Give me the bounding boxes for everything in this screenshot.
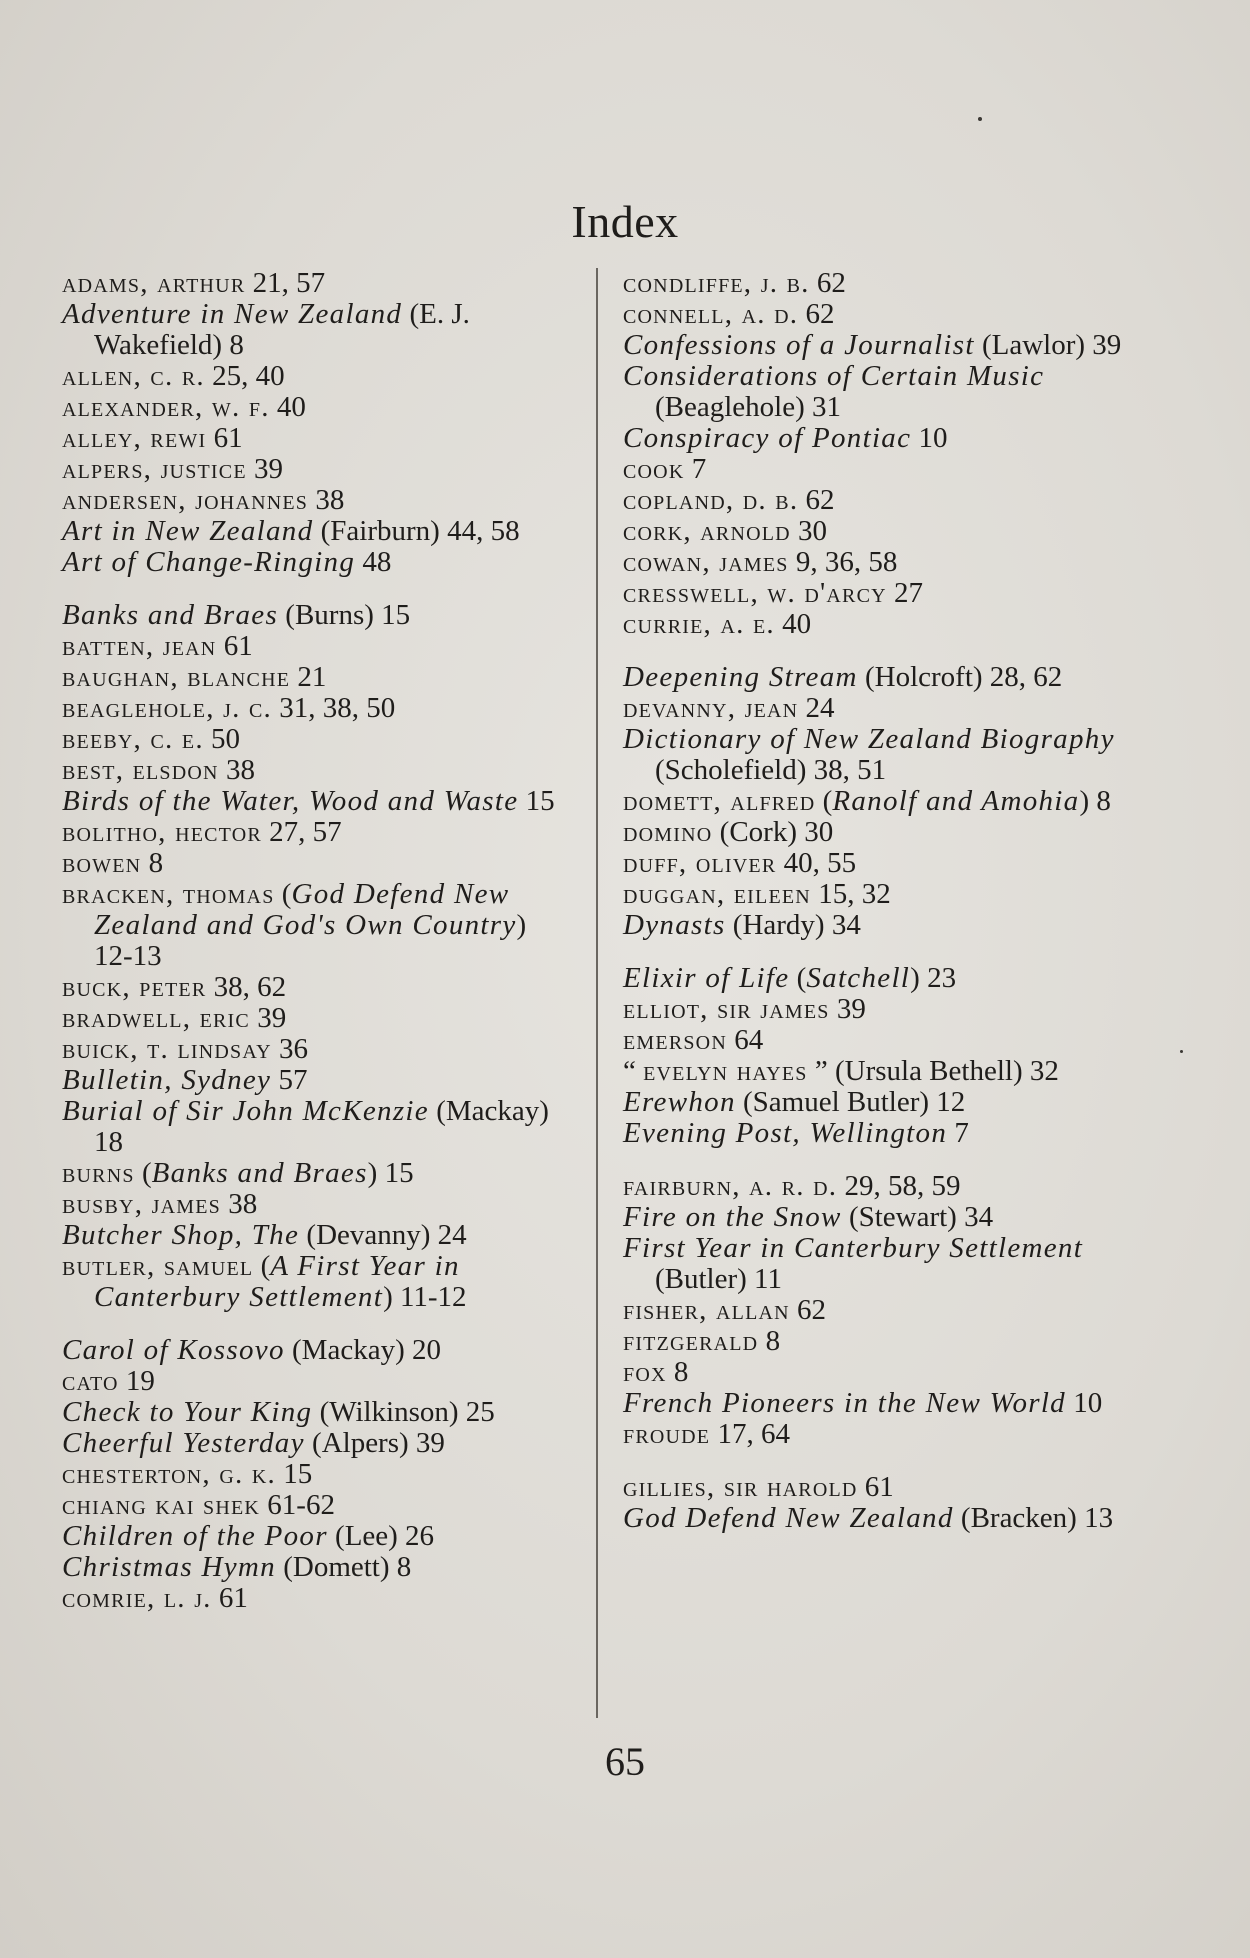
index-entry-text: 29, 58, 59 [837,1170,961,1202]
index-entry [62,299,572,361]
index-entry [623,423,1135,454]
index-entry-name: allen, c. r. [62,360,205,392]
index-entry-text: 61 [857,1471,894,1503]
index-entry [62,1583,572,1614]
index-entry [623,299,1135,330]
index-entry-name: currie, a. e. [623,608,775,640]
index-entry [62,1220,572,1251]
index-entry-text: (Lee) 26 [327,1520,435,1552]
index-entry-name: duff, oliver [623,847,777,879]
index-entry [623,547,1135,578]
index-entry [62,1459,572,1490]
index-entry-title: Children of the Poor [62,1520,328,1552]
index-entry [623,848,1135,879]
index-entry [623,361,1135,423]
index-entry-name: batten, jean [62,630,217,662]
index-entry [623,1503,1135,1534]
index-entry-name: duggan, eileen [623,878,811,910]
index-entry [623,454,1135,485]
index-entry [62,1521,572,1552]
index-entry [62,1189,572,1220]
index-entry [62,1003,572,1034]
index-entry-text: ” (Ursula Bethell) 32 [807,1055,1059,1087]
index-entry [623,578,1135,609]
index-entry-text: 7 [684,453,707,485]
index-entry-text: (Hardy) 34 [725,909,861,941]
index-entry-text: ( [253,1250,271,1282]
index-entry [62,1034,572,1065]
index-entry-name: cresswell, w. d'arcy [623,577,887,609]
index-entry-text: 15, 32 [810,878,891,910]
index-entry-text: 27 [886,577,924,609]
index-entry-title: First Year in Canterbury Settlement [623,1232,1084,1264]
index-entry-text: 62 [789,1294,827,1326]
index-entry-text: (Samuel Butler) 12 [735,1086,966,1118]
index-entry-text: (Mackay) 18 [94,1095,549,1158]
index-entry-text: (E. J. Wakefield) 8 [94,298,470,361]
index-entry-text: 61-62 [260,1489,335,1521]
index-entry [62,392,572,423]
index-entry-text: 9, 36, 58 [788,546,898,578]
index-entry-name: alley, rewi [62,422,207,454]
index-entry-text: 8 [141,847,164,879]
index-entry [62,547,572,578]
paper-speck [1180,1050,1183,1053]
index-entry-text: 48 [355,546,392,578]
index-entry [62,516,572,547]
index-entry-text: (Cork) 30 [712,816,834,848]
index-entry-name: domino [623,816,713,848]
index-entry-title: Dynasts [623,909,726,941]
index-entry-text: ( [815,785,833,817]
index-entry-text: ( [134,1157,152,1189]
index-entry [62,268,572,299]
index-entry-title: Butcher Shop, The [62,1219,300,1251]
index-entry-text: 38 [220,1188,258,1220]
index-entry-title: Check to Your King [62,1396,313,1428]
index-entry [62,879,572,972]
index-entry-title: God Defend New Zealand and God's Own Country [94,878,517,941]
index-entry-text: 62 [798,484,835,516]
index-entry-name: baughan, blanche [62,661,291,693]
index-entry-text: 15 [518,785,555,817]
index-entry-name: bracken, thomas [62,878,275,910]
index-entry-text: (Lawlor) 39 [974,329,1122,361]
page-number: 65 [605,1739,645,1784]
index-entry-name: best, elsdon [62,754,219,786]
index-entry [623,516,1135,547]
index-entry-text: 25, 40 [204,360,285,392]
index-entry-name: bowen [62,847,142,879]
index-entry [62,600,572,631]
index-entry-title: A First Year in Canterbury Settlement [94,1250,460,1313]
index-entry-text: (Holcroft) 28, 62 [857,661,1063,693]
index-entry [623,963,1135,994]
index-entry [62,485,572,516]
index-entry-text: 31, 38, 50 [271,692,396,724]
index-entry-text: 61 [216,630,253,662]
index-entry [623,1118,1135,1149]
index-entry-name: cowan, james [623,546,789,578]
index-entry [623,724,1135,786]
index-entry-title: God Defend New Zealand [623,1502,954,1534]
index-entry-name: bolitho, hector [62,816,262,848]
index-entry-text: 40 [269,391,306,423]
index-entry [62,724,572,755]
index-entry-title: Fire on the Snow [623,1201,842,1233]
index-entry-text: “ [623,1055,644,1087]
index-entry-name: andersen, johannes [62,484,309,516]
index-entry-text: 17, 64 [710,1418,790,1450]
index-entry [623,1025,1135,1056]
index-entry [62,662,572,693]
index-entry-name: burns [62,1157,135,1189]
index-entry [623,268,1135,299]
index-entry-text: (Alpers) 39 [304,1427,445,1459]
index-entry-name: devanny, jean [623,692,799,724]
index-entry [62,1096,572,1158]
index-entry-title: Confessions of a Journalist [623,329,975,361]
index-entry-title: Evening Post, Wellington [623,1117,948,1149]
index-entry [623,1295,1135,1326]
index-entry-text: (Burns) 15 [278,599,411,631]
index-entry-text: (Domett) 8 [275,1551,412,1583]
index-entry [623,1419,1135,1450]
index-entry-text: 62 [798,298,835,330]
index-entry-name: alpers, justice [62,453,247,485]
index-entry-text: ) 15 [367,1157,414,1189]
index-entry-name: fisher, allan [623,1294,790,1326]
index-entry [62,423,572,454]
index-entry [62,631,572,662]
index-entry-text: ) 23 [910,962,957,994]
index-entry [62,693,572,724]
index-entry-name: fitzgerald [623,1325,759,1357]
index-entry [623,330,1135,361]
index-entry-title: Conspiracy of Pontiac [623,422,912,454]
index-entry-text: 61 [211,1582,248,1614]
index-entry-text: (Scholefield) 38, 51 [655,754,887,786]
index-entry-text: 50 [203,723,241,755]
index-entry-text: 40 [774,608,812,640]
index-entry-title: Banks and Braes [151,1157,368,1189]
index-entry-text: 40, 55 [776,847,857,879]
index-entry-title: Ranolf and Amohia [832,785,1080,817]
index-entry [623,485,1135,516]
index-entry [62,755,572,786]
index-entry-text: (Butler) 11 [655,1263,782,1295]
index-entry-title: Elixir of Life [623,962,790,994]
index-entry [62,1397,572,1428]
index-entry-text: ) 8 [1079,785,1111,817]
index-entry [62,1552,572,1583]
index-entry-title: Considerations of Certain Music [623,360,1045,392]
index-entry-title: French Pioneers in the New World [623,1387,1066,1419]
page-title: Index [571,196,679,247]
index-entry-name: elliot, sir james [623,993,830,1025]
index-entry [62,817,572,848]
index-entry [62,1158,572,1189]
index-entry-text: ( [274,878,292,910]
index-entry [62,1251,572,1313]
index-entry-title: Birds of the Water, Wood and Waste [62,785,519,817]
index-entry-text: 38 [218,754,255,786]
index-entry-text: ) 12-13 [94,909,527,972]
index-entry-text: 8 [758,1325,781,1357]
index-entry-name: chesterton, g. k. [62,1458,276,1490]
index-entry-name: cork, arnold [623,515,791,547]
index-entry [623,693,1135,724]
index-entry [623,786,1135,817]
index-entry-text: 27, 57 [261,816,342,848]
index-entry-text: (Bracken) 13 [953,1502,1114,1534]
index-entry [623,1171,1135,1202]
index-entry-title: Art in New Zealand [62,515,314,547]
index-entry [62,786,572,817]
index-entry [623,1472,1135,1503]
index-entry-name: buick, t. lindsay [62,1033,272,1065]
index-entry-name: bradwell, eric [62,1002,250,1034]
index-entry-text: 61 [206,422,243,454]
index-entry [623,1056,1135,1087]
index-entry-text: 8 [666,1356,689,1388]
index-entry-text: 39 [249,1002,287,1034]
index-entry-title: Erewhon [623,1086,736,1118]
index-entry-text: ( [789,962,807,994]
index-entry-text: (Devanny) 24 [299,1219,467,1251]
index-entry-text: 19 [118,1365,155,1397]
index-entry [623,1233,1135,1295]
index-entry [62,361,572,392]
index-entry [623,817,1135,848]
index-entry-name: copland, d. b. [623,484,799,516]
index-entry-text: 39 [246,453,283,485]
index-entry-title: Burial of Sir John McKenzie [62,1095,429,1127]
index-entry-name: cato [62,1365,119,1397]
index-entry [623,1388,1135,1419]
index-column-right [623,268,1135,1534]
index-entry-text: 62 [809,267,846,299]
index-entry-text: 39 [829,993,866,1025]
index-entry-text: 38 [308,484,345,516]
index-entry [623,1326,1135,1357]
index-entry-name: emerson [623,1024,727,1056]
index-entry-name: beeby, c. e. [62,723,204,755]
index-entry-text: 7 [947,1117,969,1149]
index-entry-title: Satchell [806,962,911,994]
index-entry-name: beaglehole, j. c. [62,692,272,724]
index-entry-text: 57 [271,1064,308,1096]
index-entry-name: cook [623,453,685,485]
index-entry-name: chiang kai shek [62,1489,261,1521]
index-entry-text: 15 [275,1458,313,1490]
index-entry-name: domett, alfred [623,785,816,817]
index-entry [62,1065,572,1096]
index-entry-name: busby, james [62,1188,221,1220]
index-entry-title: Bulletin, Sydney [62,1064,272,1096]
index-entry-text: (Wilkinson) 25 [312,1396,495,1428]
index-entry-text: 30 [790,515,828,547]
index-entry-name: fairburn, a. r. d. [623,1170,838,1202]
index-entry [62,1490,572,1521]
index-entry-title: Carol of Kossovo [62,1334,285,1366]
index-entry-text: (Beaglehole) 31 [655,391,842,423]
index-entry-name: alexander, w. f. [62,391,270,423]
index-entry-name: connell, a. d. [623,298,799,330]
index-entry [623,994,1135,1025]
index-entry [623,910,1135,941]
index-entry-name: gillies, sir harold [623,1471,858,1503]
index-entry-text: (Mackay) 20 [284,1334,441,1366]
index-entry-title: Christmas Hymn [62,1551,276,1583]
index-entry-name: froude [623,1418,711,1450]
index-entry-title: Adventure in New Zealand [62,298,403,330]
index-entry-title: Art of Change-Ringing [62,546,356,578]
index-entry [62,1428,572,1459]
index-entry-text: 10 [1065,1387,1103,1419]
index-entry-text: 21, 57 [245,267,326,299]
index-entry [62,848,572,879]
paper-speck [978,117,982,121]
index-entry-text: 21 [290,661,327,693]
index-entry [623,1087,1135,1118]
index-entry-name: butler, samuel [62,1250,254,1282]
index-entry-text: 10 [911,422,948,454]
index-entry-text: ) 11-12 [383,1281,467,1313]
index-entry-title: Cheerful Yesterday [62,1427,305,1459]
index-entry-text: 38, 62 [206,971,287,1003]
index-entry [623,609,1135,640]
index-entry-text: (Stewart) 34 [841,1201,994,1233]
index-entry [62,454,572,485]
index-entry [623,1357,1135,1388]
index-entry-name: adams, arthur [62,267,246,299]
index-entry [623,662,1135,693]
index-entry [62,1335,572,1366]
index-entry-name: fox [623,1356,667,1388]
index-entry-title: Banks and Braes [62,599,279,631]
column-divider [596,268,598,1718]
index-column-left [62,268,572,1614]
index-entry-title: Dictionary of New Zealand Biography [623,723,1115,755]
index-entry [62,1366,572,1397]
index-entry-name: evelyn hayes [643,1055,808,1087]
index-entry [62,972,572,1003]
index-entry-text: 64 [726,1024,764,1056]
index-entry-text: 24 [798,692,835,724]
index-entry [623,879,1135,910]
index-entry-text: 36 [271,1033,309,1065]
index-entry-name: condliffe, j. b. [623,267,810,299]
index-entry [623,1202,1135,1233]
index-entry-name: buck, peter [62,971,207,1003]
index-entry-text: (Fairburn) 44, 58 [313,515,520,547]
index-entry-name: comrie, l. j. [62,1582,212,1614]
index-entry-title: Deepening Stream [623,661,858,693]
